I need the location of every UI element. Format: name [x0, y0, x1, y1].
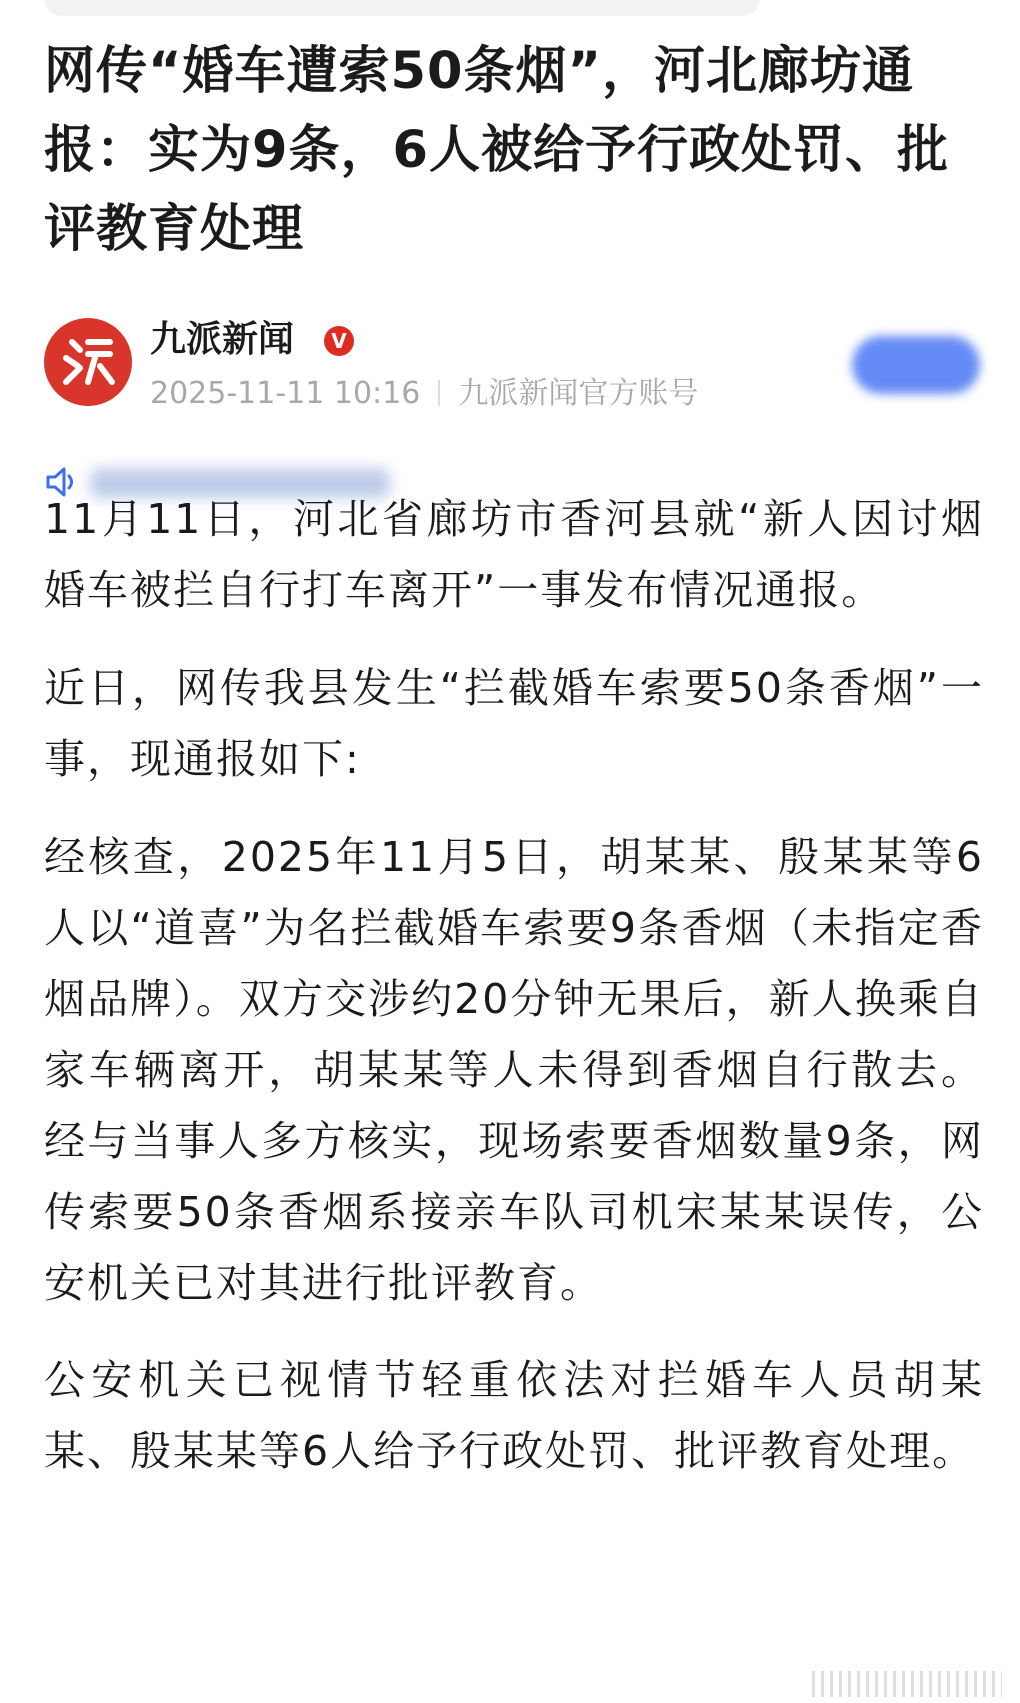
watermark [812, 1671, 1002, 1697]
author-row [44, 312, 980, 422]
body-paragraph-3: 经核查，2025年11月5日，胡某某、殷某某等6人以“道喜”为名拦截婚车索要9条香烟（未指定香烟品牌）。双方交涉约20分钟无果后，新人换乘自家车辆离开，胡某某等人未得到香烟自行散去。经与当事人多方核实，现场索要香烟数量9条，网传索要50条香烟系接亲车队司机宋某某误传，公安机关已对其进行批评教育。 [44, 833, 984, 1307]
verified-icon: V [324, 326, 354, 356]
article-headline: 网传“婚车遭索50条烟”，河北廊坊通报：实为9条，6人被给予行政处罚、批评教育处理 [44, 42, 949, 259]
body-paragraph-1: 11月11日，河北省廊坊市香河县就“新人因讨烟婚车被拦自行打车离开”一事发布情况通报。 [44, 495, 984, 614]
jiupai-logo-icon[interactable] [44, 318, 132, 406]
publish-datetime: 2025-11-11 10:16 [150, 376, 421, 411]
body-paragraph-2: 近日，网传我县发生“拦截婚车索要50条香烟”一事，现通报如下: [44, 664, 984, 783]
account-description: 九派新闻官方账号 [458, 376, 699, 411]
article-meta [150, 374, 698, 414]
follow-button[interactable] [852, 336, 980, 394]
meta-divider [438, 380, 440, 406]
top-search-bar[interactable] [44, 0, 760, 16]
body-paragraph-4: 公安机关已视情节轻重依法对拦婚车人员胡某某、殷某某等6人给予行政处罚、批评教育处理。 [44, 1356, 984, 1475]
source-name[interactable]: 九派新闻 [150, 319, 295, 360]
